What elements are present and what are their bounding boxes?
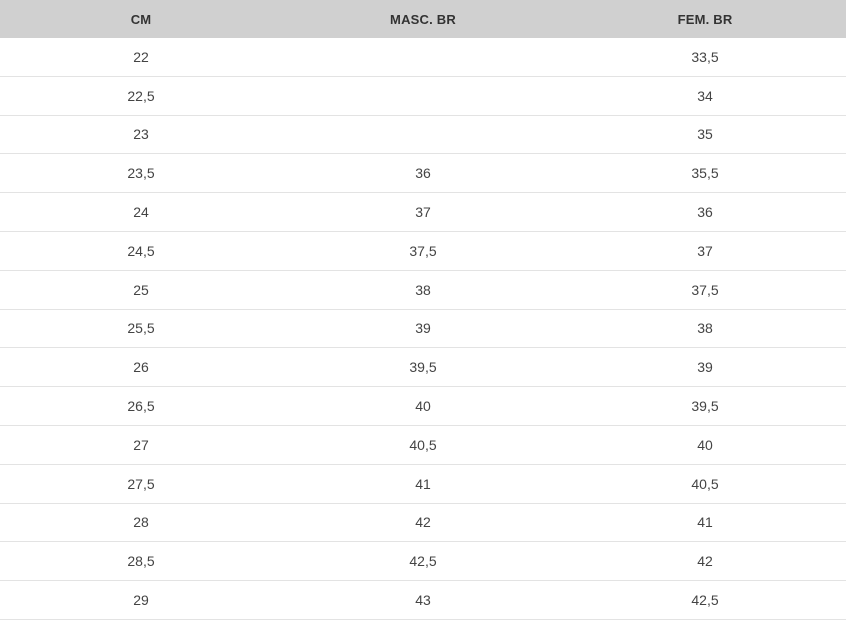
cell-fem: 40 — [564, 425, 846, 464]
table-row — [0, 503, 846, 542]
column-header-fem-br: FEM. BR — [564, 0, 846, 38]
table-row — [0, 231, 846, 270]
table-row — [0, 387, 846, 426]
cell-cm: 22,5 — [0, 76, 282, 115]
cell-fem: 35,5 — [564, 154, 846, 193]
cell-fem: 41 — [564, 503, 846, 542]
cell-cm: 27 — [0, 425, 282, 464]
cell-masc — [282, 76, 564, 115]
table-row — [0, 542, 846, 581]
cell-masc: 37,5 — [282, 231, 564, 270]
table-row — [0, 309, 846, 348]
cell-masc: 40,5 — [282, 425, 564, 464]
cell-masc: 42,5 — [282, 542, 564, 581]
cell-fem: 33,5 — [564, 38, 846, 76]
cell-masc: 37 — [282, 193, 564, 232]
cell-cm: 28,5 — [0, 542, 282, 581]
table-row — [0, 425, 846, 464]
table-row — [0, 76, 846, 115]
cell-masc: 42 — [282, 503, 564, 542]
cell-masc: 43 — [282, 581, 564, 620]
cell-fem: 37 — [564, 231, 846, 270]
cell-fem: 34 — [564, 76, 846, 115]
table-row — [0, 581, 846, 620]
cell-cm: 27,5 — [0, 464, 282, 503]
cell-cm: 24,5 — [0, 231, 282, 270]
cell-masc: 38 — [282, 270, 564, 309]
cell-masc: 41 — [282, 464, 564, 503]
cell-fem: 38 — [564, 309, 846, 348]
table-row — [0, 270, 846, 309]
cell-cm: 23 — [0, 115, 282, 154]
cell-fem: 39,5 — [564, 387, 846, 426]
table-body — [0, 38, 846, 619]
cell-masc: 36 — [282, 154, 564, 193]
table-row — [0, 193, 846, 232]
cell-cm: 22 — [0, 38, 282, 76]
cell-fem: 35 — [564, 115, 846, 154]
cell-cm: 24 — [0, 193, 282, 232]
cell-fem: 40,5 — [564, 464, 846, 503]
cell-masc — [282, 38, 564, 76]
cell-cm: 28 — [0, 503, 282, 542]
cell-masc: 40 — [282, 387, 564, 426]
cell-masc: 39,5 — [282, 348, 564, 387]
cell-cm: 25,5 — [0, 309, 282, 348]
cell-masc — [282, 115, 564, 154]
table-header-row — [0, 0, 846, 38]
table-row — [0, 154, 846, 193]
table-header — [0, 0, 846, 38]
cell-cm: 26,5 — [0, 387, 282, 426]
cell-fem: 39 — [564, 348, 846, 387]
cell-fem: 42 — [564, 542, 846, 581]
column-header-masc-br: MASC. BR — [282, 0, 564, 38]
cell-fem: 36 — [564, 193, 846, 232]
column-header-cm: CM — [0, 0, 282, 38]
cell-cm: 29 — [0, 581, 282, 620]
table-row — [0, 115, 846, 154]
table-row — [0, 348, 846, 387]
cell-cm: 25 — [0, 270, 282, 309]
cell-fem: 37,5 — [564, 270, 846, 309]
table-row — [0, 464, 846, 503]
cell-masc: 39 — [282, 309, 564, 348]
cell-cm: 26 — [0, 348, 282, 387]
table-row — [0, 38, 846, 76]
cell-cm: 23,5 — [0, 154, 282, 193]
cell-fem: 42,5 — [564, 581, 846, 620]
